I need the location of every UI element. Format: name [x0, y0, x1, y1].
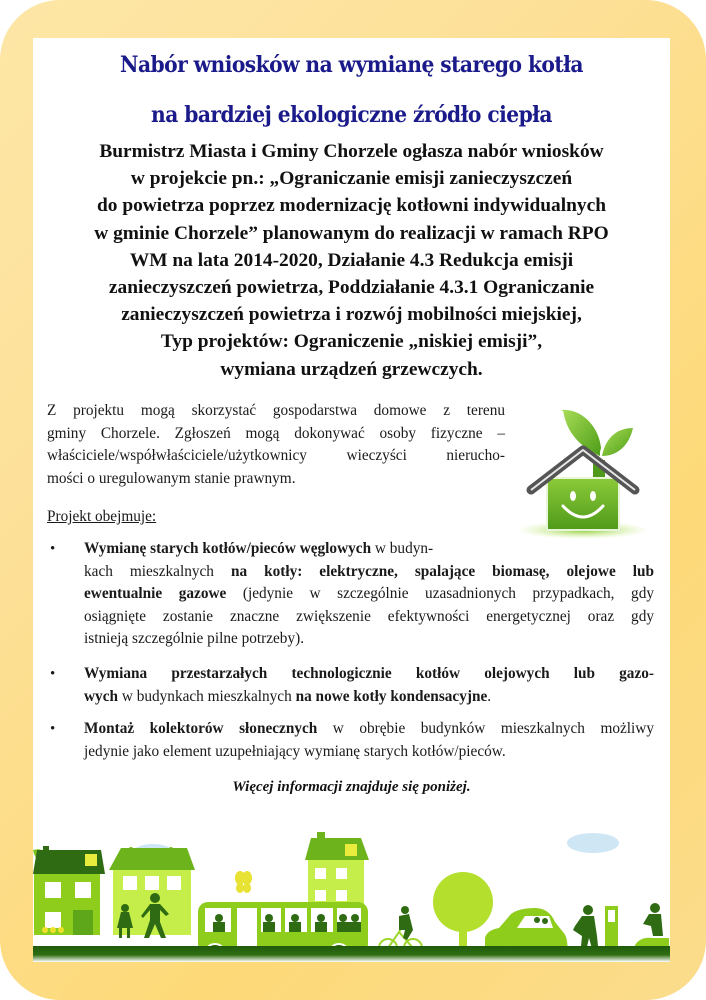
paragraph-line: mości o uregulowanym stanie prawnym.: [47, 469, 296, 487]
bullet-text: w obrębie budynków mieszkalnych możliwy: [317, 720, 654, 737]
bullet-line: [84, 538, 654, 561]
tree-icon: [433, 872, 493, 956]
butterfly-icon: [235, 871, 252, 893]
eco-house-icon: [503, 398, 663, 543]
bullet-icon: •: [50, 721, 56, 737]
bullet-line: [84, 718, 654, 741]
project-includes-label: Projekt obejmuje:: [47, 508, 157, 525]
paragraph-line: gminy Chorzele. Zgłoszeń mogą dokonywać osoby fizyczne –: [47, 424, 505, 442]
intro-line: Typ projektów: Ograniczenie „niskiej emisji”,: [160, 331, 543, 353]
house-icon: [33, 846, 105, 935]
eligibility-paragraph: [47, 400, 505, 490]
intro-line: Burmistrz Miasta i Gminy Chorzele ogłasza nabór wniosków: [99, 141, 604, 162]
bullet-bold-text: Wymianę starych kotłów/pieców węglowych: [84, 540, 372, 557]
bullet-line: [84, 583, 654, 606]
bullet-icon: •: [50, 666, 56, 682]
road: [33, 946, 670, 962]
poster-sheet: [33, 38, 670, 962]
intro-line: zanieczyszczeń powietrza, Poddziałanie 4.3.1 Ograniczanie: [108, 277, 595, 299]
intro-line: w gminie Chorzele” planowanym do realizacji w ramach RPO: [94, 222, 609, 244]
bullet-line: [84, 663, 654, 686]
bullet-bold-text: na nowe kotły kondensacyjne: [295, 687, 488, 705]
bullet-text: w budynkach mieszkalnych: [118, 687, 296, 705]
bullet-text: (jedynie w szczególnie uzasadnionych przypadkach, gdy: [226, 585, 654, 602]
bullet-line: [84, 561, 654, 584]
bullet-bold-text: ewentualnie gazowe: [84, 585, 227, 602]
intro-line: zanieczyszczeń powietrza i rozwój mobilności miejskiej,: [121, 304, 582, 326]
bullet-line: istnieją szczególnie pilne potrzeby).: [84, 630, 305, 647]
title-line-2: na bardziej ekologiczne źródło ciepła: [151, 102, 552, 128]
paragraph-line: właściciele/współwłaściciele/użytkownicy wieczyści nierucho-: [47, 447, 505, 464]
intro-line: w projekcie pn.: „Ograniczanie emisji zanieczyszczeń: [130, 168, 573, 190]
bullet-line: jedynie jako element uzupełniający wymianę starych kotłów/pieców.: [84, 742, 506, 760]
bullet-text: w budyn-: [371, 540, 434, 557]
bullet-line: osiągnięte zostanie znaczne zwiększenie efektywności energetycznej oraz gdy: [84, 607, 654, 625]
title-line-1: Nabór wniosków na wymianę starego kotła: [120, 52, 583, 78]
bullet-text: .: [487, 687, 492, 705]
bullet-bold-text: Montaż kolektorów słonecznych: [84, 720, 318, 737]
bullet-bold-text: na kotły: elektryczne, spalające biomasę, olejowe lub: [230, 562, 654, 580]
green-city-illustration-icon: [33, 790, 670, 962]
paragraph-line: Z projektu mogą skorzystać gospodarstwa domowe z terenu: [47, 402, 505, 419]
intro-line: WM na lata 2014-2020, Działanie 4.3 Redukcja emisji: [129, 249, 574, 271]
cloud-icon: [567, 833, 619, 853]
bullet-icon: •: [50, 541, 56, 557]
intro-line: wymiana urządzeń grzewczych.: [220, 358, 483, 380]
bullet-bold-text: wych: [84, 687, 118, 705]
announcement-intro: [33, 138, 670, 383]
bullet-line: [84, 686, 654, 709]
bullet-text: kach mieszkalnych: [84, 562, 231, 580]
more-info-note: Więcej informacji znajduje się poniżej.: [232, 779, 471, 795]
intro-line: do powietrza poprzez modernizację kotłowni indywidualnych: [97, 195, 606, 217]
bullet-bold-text: Wymiana przestarzałych technologicznie kotłów olejowych lub gazo-: [84, 665, 654, 682]
